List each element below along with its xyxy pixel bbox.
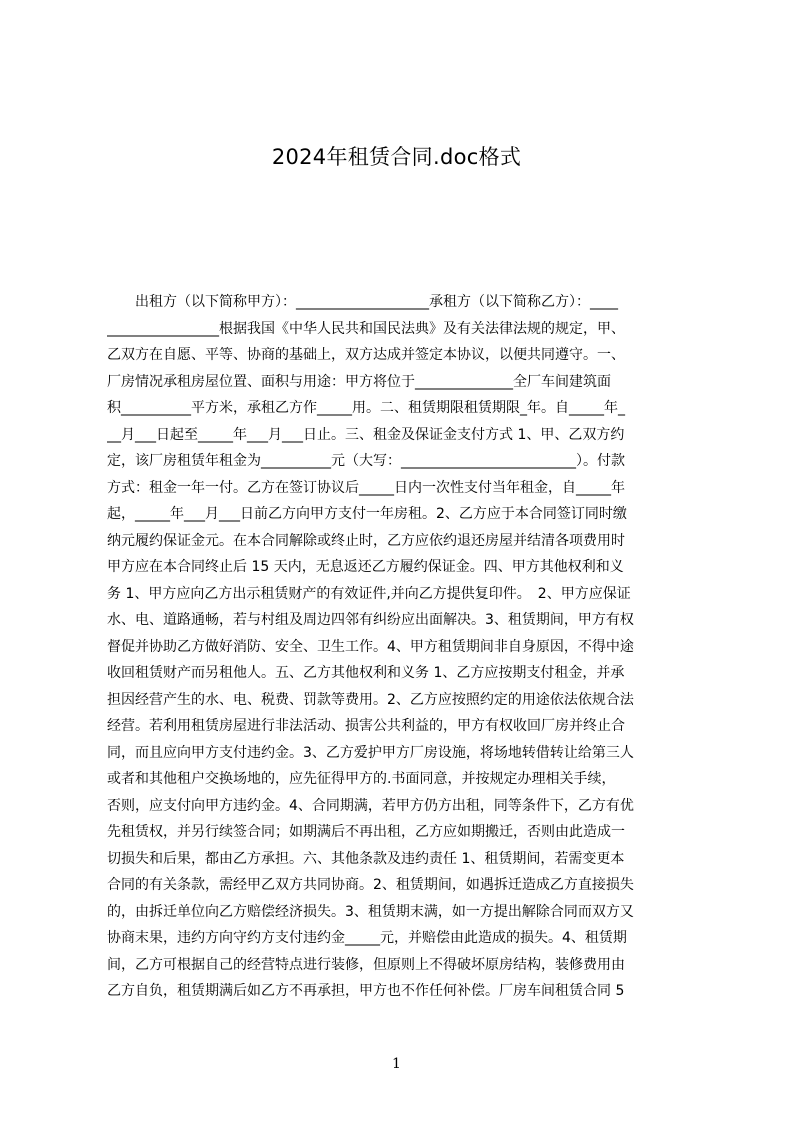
text-line: 方式：租金一年一付。乙方在签订协议后_____日内一次性支付当年租金，自_____年 xyxy=(107,479,625,496)
document-title: 2024年租赁合同.doc格式 xyxy=(271,145,522,169)
text-line: 否则，应支付向甲方违约金。4、合同期满，若甲方仍方出租，同等条件下，乙方有优 xyxy=(107,797,634,814)
text-line: 起，_____年___月___日前乙方向甲方支付一年房租。2、乙方应于本合同签订同时缴 xyxy=(107,506,627,522)
contract-body xyxy=(107,289,697,1025)
text-line: 乙双方在自愿、平等、协商的基础上，双方达成并签定本协议，以便共同遵守。一、 xyxy=(107,347,625,363)
text-line: 积__________平方米，承租乙方作_____用。二、租赁期限租赁期限_年。自_____年_ xyxy=(107,400,625,416)
text-line: 乙方自负，租赁期满后如乙方不再承担，甲方也不作任何补偿。厂房车间租赁合同 5 xyxy=(107,983,625,999)
text-line: 切损失和后果，都由乙方承担。六、其他条款及违约责任 1、租赁期间，若需变更本 xyxy=(107,850,625,867)
text-line: 出租方（以下简称甲方）：___________________承租方（以下简称乙方）：____ xyxy=(135,294,618,310)
text-line: 甲方应在本合同终止后 15 天内，无息返还乙方履约保证金。四、甲方其他权利和义 xyxy=(107,559,624,575)
page-number: 1 xyxy=(392,1056,401,1072)
text-line: 的，由拆迁单位向乙方赔偿经济损失。3、租赁期末满，如一方提出解除合同而双方又 xyxy=(107,903,634,920)
text-line: 担因经营产生的水、电、税费、罚款等费用。2、乙方应按照约定的用途依法依规合法 xyxy=(107,691,634,708)
text-line: 先租赁权，并另行续签合同；如期满后不再出租，乙方应如期搬迁，否则由此造成一 xyxy=(107,824,625,840)
text-line: 水、电、道路通畅，若与村组及周边四邻有纠纷应出面解决。3、租赁期间，甲方有权 xyxy=(107,612,634,628)
text-line: 厂房情况承租房屋位置、面积与用途：甲方将位于______________全厂车间建筑面 xyxy=(107,373,611,390)
text-line: 督促并协助乙方做好消防、安全、卫生工作。4、甲方租赁期间非自身原因，不得中途 xyxy=(107,638,634,655)
text-line: 同，而且应向甲方支付违约金。3、乙方爱护甲方厂房设施，将场地转借转让给第三人 xyxy=(107,744,634,761)
text-line: 间，乙方可根据自己的经营特点进行装修，但原则上不得破坏原房结构，装修费用由 xyxy=(107,956,625,973)
text-line: 务 1、甲方应向乙方出示租赁财产的有效证件,并向乙方提供复印件。 2、甲方应保证 xyxy=(107,585,631,602)
text-line: 纳元履约保证金元。在本合同解除或终止时，乙方应依约退还房屋并结清各项费用时 xyxy=(107,532,625,549)
text-line: 定，该厂房租赁年租金为__________元（大写：_________________________）。付款 xyxy=(107,453,625,469)
text-line: 协商末果，违约方向守约方支付违约金_____元，并赔偿由此造成的损失。4、租赁期 xyxy=(107,930,627,946)
text-line: 合同的有关条款，需经甲乙双方共同协商。2、租赁期间，如遇拆迁造成乙方直接损失 xyxy=(107,877,634,893)
text-line: __月___日起至_____年___月___日止。三、租金及保证金支付方式 1、甲、乙双方约 xyxy=(107,426,625,443)
text-line: ________________根据我国《中华人民共和国民法典》及有关法律法规的规定，甲、 xyxy=(107,320,625,337)
text-line: 或者和其他租户交换场地的，应先征得甲方的.书面同意，并按规定办理相关手续， xyxy=(107,771,616,787)
text-line: 收回租赁财产而另租他人。五、乙方其他权利和义务 1、乙方应按期支付租金，并承 xyxy=(107,665,625,681)
text-line: 经营。若利用租赁房屋进行非法活动、损害公共利益的，甲方有权收回厂房并终止合 xyxy=(107,718,625,734)
